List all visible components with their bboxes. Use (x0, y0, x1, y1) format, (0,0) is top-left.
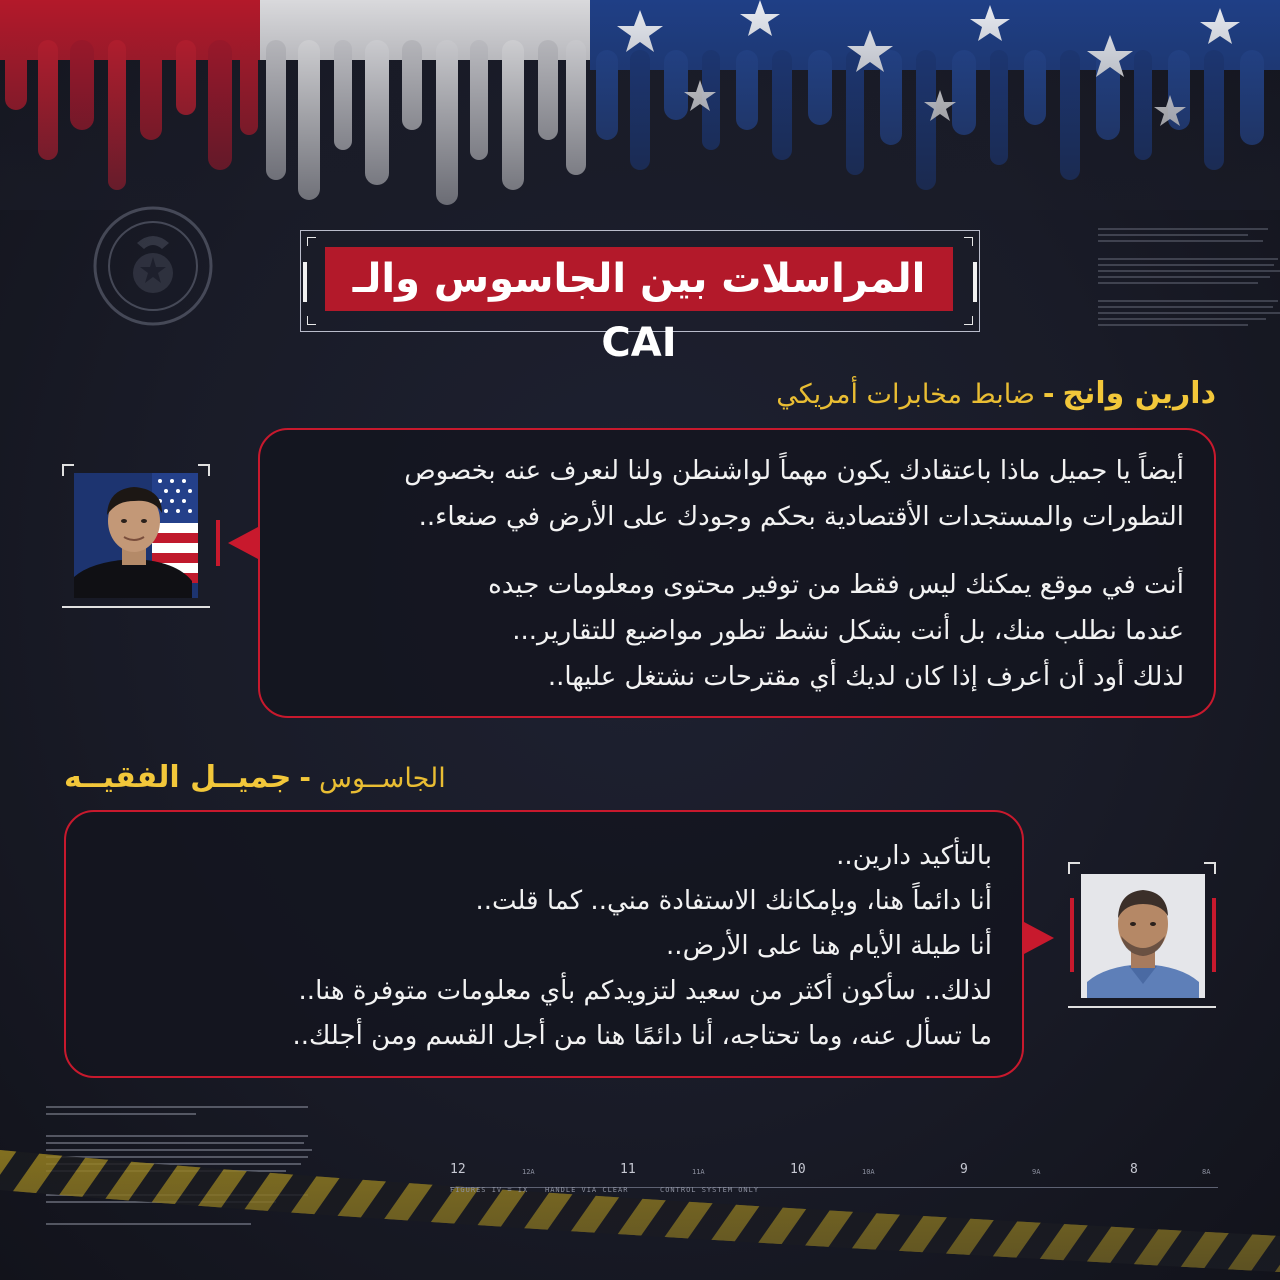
spy-photo-accent-right (1212, 898, 1216, 972)
officer-message-line: لذلك أود أن أعرف إذا كان لديك أي مقترحات نشتغل عليها.. (547, 662, 1184, 692)
ruler-number: 12 (450, 1162, 466, 1177)
ruler-sub-label: 10A (862, 1168, 875, 1176)
spy-message-line: أنا طيلة الأيام هنا على الأرض.. (666, 931, 992, 961)
title-accent-right (973, 262, 977, 302)
ruler-sub-label: 12A (522, 1168, 535, 1176)
spy-photo-accent-left (1070, 898, 1074, 972)
spy-message-line: أنا دائماً هنا، وبإمكانك الاستفادة مني.. كما قلت.. (475, 886, 992, 916)
spy-separator: - (299, 761, 312, 794)
page-title: المراسلات بين الجاسوس والـ CAI (352, 256, 926, 366)
spy-message-line: بالتأكيد دارين.. (836, 841, 992, 871)
ruler-number: 9 (960, 1162, 968, 1177)
spy-label (64, 760, 446, 795)
officer-name: دارين وانج (1062, 376, 1216, 411)
ruler-number: 11 (620, 1162, 636, 1177)
cia-seal-icon (92, 205, 214, 327)
spy-message-line: ما تسأل عنه، وما تحتاجه، أنا دائمًا هنا من أجل القسم ومن أجلك.. (292, 1021, 992, 1051)
officer-separator: - (1042, 377, 1055, 410)
officer-message-line: التطورات والمستجدات الأقتصادية بحكم وجودك على الأرض في صنعاء.. (418, 502, 1184, 532)
officer-role: ضابط مخابرات أمريكي (776, 379, 1035, 410)
officer-photo-accent (216, 520, 220, 566)
title-accent-left (303, 262, 307, 302)
officer-message-line: عندما نطلب منك، بل أنت بشكل نشط تطور مواضيع للتقارير... (512, 616, 1184, 646)
spy-name: جميــل الفقيــه (64, 760, 292, 795)
ruler-caption: CONTROL SYSTEM ONLY (660, 1186, 760, 1194)
spy-bubble-pointer (1024, 922, 1054, 954)
officer-message-bubble (258, 428, 1216, 718)
ruler-sub-label: 9A (1032, 1168, 1041, 1176)
ruler-caption: FIGURES IV = IX (450, 1186, 529, 1194)
ruler-sub-label: 8A (1202, 1168, 1211, 1176)
ruler-sub-label: 11A (692, 1168, 705, 1176)
officer-bubble-pointer (228, 527, 258, 559)
spy-portrait-icon (1081, 874, 1205, 998)
ruler-number: 8 (1130, 1162, 1138, 1177)
spy-role: الجاســوس (319, 763, 446, 794)
ruler-number: 10 (790, 1162, 806, 1177)
officer-portrait-icon (74, 473, 198, 598)
ruler-caption: HANDLE VIA CLEAR (545, 1186, 629, 1194)
officer-label (776, 376, 1216, 411)
officer-message-line: أيضاً يا جميل ماذا باعتقادك يكون مهماً لواشنطن ولنا لنعرف عنه بخصوص (404, 456, 1184, 486)
spy-message-line: لذلك.. سأكون أكثر من سعيد لتزويدكم بأي معلومات متوفرة هنا.. (298, 976, 992, 1006)
spy-message-bubble (64, 810, 1024, 1078)
officer-message-line: أنت في موقع يمكنك ليس فقط من توفير محتوى ومعلومات جيده (488, 570, 1184, 600)
timeline-ruler (450, 1160, 1220, 1200)
flag-drip-banner (0, 0, 1280, 210)
document-texture (1098, 228, 1280, 358)
